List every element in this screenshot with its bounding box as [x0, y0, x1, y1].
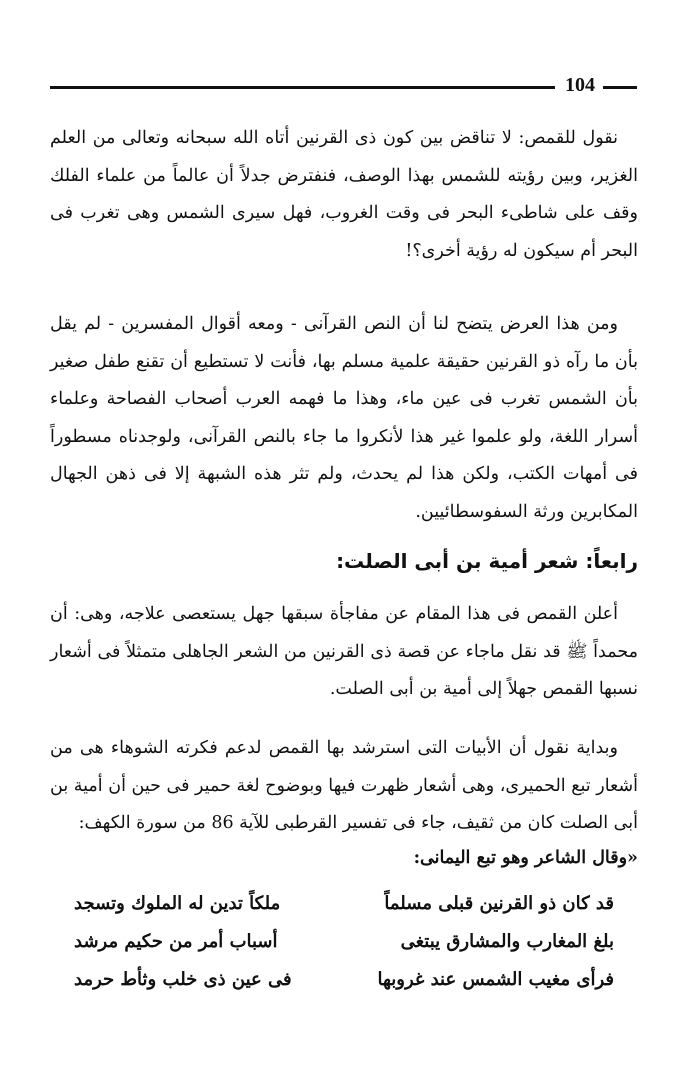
poem-verse: [50, 893, 638, 929]
paragraph-block-4: [50, 730, 638, 843]
verse-first-hemistich: قد كان ذو القرنين قبلى مسلماً: [384, 893, 614, 914]
verse-first-hemistich: بلغ المغارب والمشارق يبتغى: [400, 931, 614, 952]
poem-verse: [50, 969, 638, 1005]
header-rule-short: [603, 86, 637, 89]
paragraph-4: وبداية نقول أن الأبيات التى استرشد بها القمص لدعم فكرته الشوهاء هى من أشعار تبع الحميرى، وهى أشعار ظهرت فيها وبوضوح لغة حمير فى حين أن أمية بن أبى الصلت كان من ثقيف، جاء فى تفسير القرطبى للآية 86 من سورة الكهف:: [50, 738, 638, 833]
paragraph-3: أعلن القمص فى هذا المقام عن مفاجأة سبقها جهل يستعصى علاجه، وهى: أن محمداً ﷺ قد نقل ماجاء عن قصة ذى القرنين من الشعر الجاهلى متمثلاً فى أشعار نسبها القمص جهلاً إلى أمية بن أبى الصلت.: [50, 604, 638, 699]
verse-second-hemistich: أسباب أمر من حكيم مرشد: [74, 931, 278, 952]
verse-second-hemistich: ملكاً تدين له الملوك وتسجد: [74, 893, 281, 914]
header-rule: [50, 86, 555, 89]
poem-verse: [50, 931, 638, 967]
section-heading: رابعاً: شعر أمية بن أبى الصلت:: [336, 549, 638, 573]
paragraph-block-2: [50, 306, 638, 531]
verse-first-hemistich: فرأى مغيب الشمس عند غروبها: [377, 969, 614, 990]
paragraph-block-1: [50, 120, 638, 270]
poem-intro: «وقال الشاعر وهو تبع اليمانى:: [413, 848, 638, 868]
paragraph-1: نقول للقمص: لا تناقض بين كون ذى القرنين أتاه الله سبحانه وتعالى من العلم الغزير، وبين رؤيته للشمس بهذا الوصف، فنفترض جدلاً أن عالماً من علماء الفلك وقف على شاطىء البحر فى وقت الغروب، فهل سيرى الشمس وهى تغرب فى البحر أم سيكون له رؤية أخرى؟!: [50, 128, 638, 261]
paragraph-2: ومن هذا العرض يتضح لنا أن النص القرآنى - ومعه أقوال المفسرين - لم يقل بأن ما رآه ذو القرنين حقيقة علمية مسلم بها، فأنت لا تستطيع أن تقنع طفل صغير بأن الشمس تغرب فى عين ماء، وهذا ما فهمه العرب أصحاب الفصاحة وعلماء أسرار اللغة، ولو علموا غير هذا لأنكروا ما جاء بالنص القرآنى، ولوجدناه مسطوراً فى أمهات الكتب، ولكن هذا لم يحدث، ولم تثر هذه الشبهة إلا فى ذهن الجهال المكابرين ورثة السفوسطائيين.: [50, 314, 638, 522]
verse-second-hemistich: فى عين ذى خلب وثأط حرمد: [74, 969, 292, 990]
page-number: 104: [565, 74, 595, 96]
paragraph-block-3: [50, 596, 638, 709]
